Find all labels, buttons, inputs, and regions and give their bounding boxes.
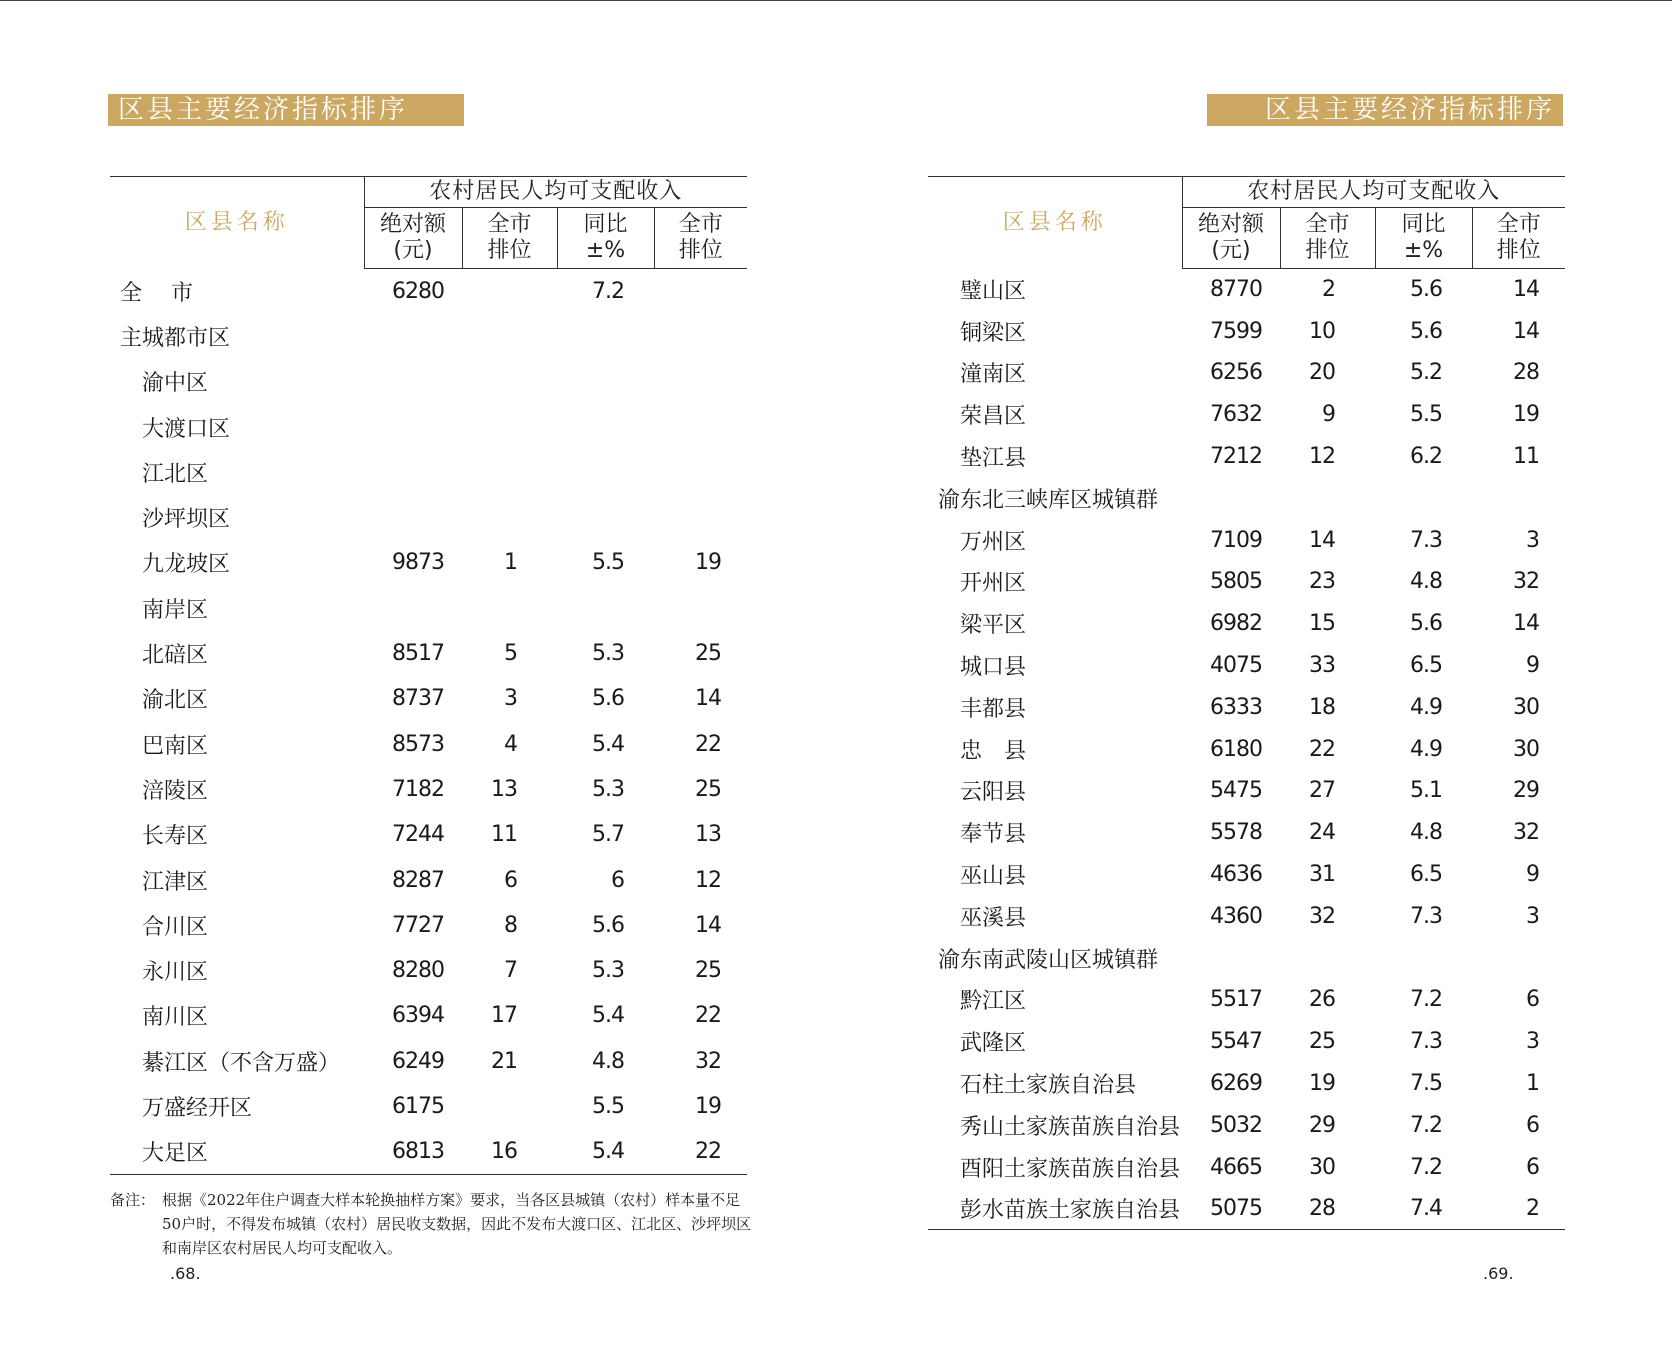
yoy-change: 6.2 <box>1410 444 1442 470</box>
yoy-change: 5.6 <box>592 912 624 938</box>
yoy-rank: 25 <box>695 776 722 802</box>
top-border-line <box>0 0 1672 1</box>
footnote-label: 备注： <box>110 1191 156 1209</box>
district-name: 荣昌区 <box>960 404 1027 430</box>
absolute-amount: 7727 <box>392 912 444 938</box>
absolute-amount <box>364 450 462 495</box>
table-row <box>928 1146 1565 1188</box>
yoy-rank <box>654 404 747 449</box>
yoy-change <box>557 586 654 631</box>
absolute-amount <box>364 586 462 631</box>
city-rank: 5 <box>504 641 517 667</box>
city-rank: 32 <box>1309 903 1335 929</box>
district-name: 永川区 <box>142 960 209 986</box>
income-table-left <box>110 176 747 1175</box>
yoy-change <box>557 359 654 404</box>
city-rank: 20 <box>1309 360 1335 386</box>
yoy-change: 5.6 <box>1410 318 1442 344</box>
absolute-amount: 7599 <box>1210 318 1262 344</box>
city-rank: 8 <box>504 912 517 938</box>
page-number-left: .68. <box>170 1264 201 1283</box>
table-body-left <box>110 269 747 1175</box>
absolute-amount <box>364 495 462 540</box>
district-name: 石柱土家族自治县 <box>960 1073 1137 1099</box>
district-name: 忠 县 <box>960 738 1027 764</box>
banner-title-right: 区县主要经济指标排序 <box>1207 94 1563 126</box>
yoy-change: 6 <box>611 867 624 893</box>
city-rank: 22 <box>1309 736 1335 762</box>
yoy-change: 5.3 <box>592 641 624 667</box>
table-row <box>110 404 747 449</box>
yoy-change: 7.3 <box>1410 903 1442 929</box>
district-name: 武隆区 <box>960 1031 1027 1057</box>
district-name: 丰都县 <box>960 696 1027 722</box>
yoy-rank: 3 <box>1526 527 1540 553</box>
absolute-amount: 8770 <box>1210 277 1262 303</box>
yoy-change: 5.1 <box>1410 778 1442 804</box>
city-rank <box>462 404 557 449</box>
yoy-change: 5.4 <box>592 731 624 757</box>
district-name: 巴南区 <box>142 733 209 759</box>
yoy-rank: 25 <box>695 641 722 667</box>
yoy-change: 5.4 <box>592 1003 624 1029</box>
district-name: 渝东北三峡库区城镇群 <box>938 487 1159 513</box>
table-row <box>928 1021 1565 1063</box>
yoy-change <box>557 314 654 359</box>
city-rank <box>462 1084 557 1129</box>
city-rank: 28 <box>1309 1196 1335 1222</box>
district-name: 沙坪坝区 <box>142 507 231 533</box>
table-row <box>110 495 747 540</box>
yoy-rank: 30 <box>1513 694 1540 720</box>
city-rank: 1 <box>504 550 517 576</box>
yoy-change: 5.7 <box>592 822 624 848</box>
table-row <box>110 857 747 902</box>
district-name: 大足区 <box>142 1141 209 1167</box>
yoy-change <box>557 495 654 540</box>
district-name: 合川区 <box>142 914 209 940</box>
yoy-change: 7.2 <box>592 278 624 304</box>
absolute-amount: 5547 <box>1210 1029 1262 1055</box>
absolute-amount: 8573 <box>392 731 444 757</box>
yoy-rank: 14 <box>1513 277 1540 303</box>
absolute-amount: 4360 <box>1210 903 1262 929</box>
income-table-right <box>928 176 1565 1230</box>
city-rank: 21 <box>491 1048 517 1074</box>
yoy-rank: 25 <box>695 958 722 984</box>
yoy-change: 5.2 <box>1410 360 1442 386</box>
district-name: 璧山区 <box>960 278 1027 304</box>
yoy-change <box>1375 937 1472 979</box>
district-name: 江北区 <box>142 461 209 487</box>
city-rank: 7 <box>504 958 517 984</box>
yoy-change: 7.5 <box>1410 1071 1442 1097</box>
yoy-rank: 6 <box>1526 1154 1540 1180</box>
city-rank <box>1280 477 1375 519</box>
district-name: 秀山土家族苗族自治县 <box>960 1114 1181 1140</box>
page-number-right: .69. <box>1483 1264 1514 1283</box>
absolute-amount: 8737 <box>392 686 444 712</box>
header-city-rank: 全市 排位 <box>462 208 557 269</box>
city-rank: 27 <box>1309 778 1335 804</box>
table-row <box>928 1063 1565 1105</box>
absolute-amount: 9873 <box>392 550 444 576</box>
city-rank: 24 <box>1309 820 1335 846</box>
yoy-rank <box>654 586 747 631</box>
city-rank: 25 <box>1309 1029 1335 1055</box>
header-region-name: 区县名称 <box>110 177 364 269</box>
absolute-amount: 5517 <box>1210 987 1262 1013</box>
yoy-rank: 29 <box>1513 778 1540 804</box>
district-name: 开州区 <box>960 571 1027 597</box>
table-row <box>928 645 1565 687</box>
header-yoy-change: 同比 ±% <box>1375 208 1472 269</box>
district-name: 垫江县 <box>960 446 1027 472</box>
district-name: 綦江区（不含万盛） <box>142 1050 341 1076</box>
absolute-amount <box>364 359 462 404</box>
absolute-amount: 6249 <box>392 1048 444 1074</box>
yoy-change <box>1375 477 1472 519</box>
absolute-amount: 6269 <box>1210 1071 1262 1097</box>
yoy-change: 5.6 <box>1410 611 1442 637</box>
table-row <box>928 1188 1565 1230</box>
table-row <box>928 979 1565 1021</box>
yoy-change: 5.4 <box>592 1139 624 1165</box>
table-row <box>110 450 747 495</box>
header-absolute-amount: 绝对额 (元) <box>364 208 462 269</box>
city-rank: 33 <box>1309 653 1335 679</box>
yoy-change <box>557 450 654 495</box>
city-rank: 19 <box>1309 1071 1335 1097</box>
table-row <box>928 854 1565 896</box>
yoy-change: 5.6 <box>1410 277 1442 303</box>
yoy-change: 5.6 <box>592 686 624 712</box>
table-row <box>928 310 1565 352</box>
yoy-rank: 32 <box>695 1048 722 1074</box>
district-name: 城口县 <box>960 655 1027 681</box>
table-row <box>110 812 747 857</box>
yoy-rank: 30 <box>1513 736 1540 762</box>
district-name: 渝北区 <box>142 688 209 714</box>
yoy-rank: 14 <box>695 912 722 938</box>
yoy-change: 5.3 <box>592 776 624 802</box>
yoy-rank: 32 <box>1513 569 1540 595</box>
district-name: 北碚区 <box>142 643 209 669</box>
table-row <box>110 359 747 404</box>
table-row <box>928 770 1565 812</box>
table-row <box>928 603 1565 645</box>
header-yoy-rank: 全市 排位 <box>654 208 747 269</box>
header-absolute-amount: 绝对额 (元) <box>1182 208 1280 269</box>
absolute-amount: 6982 <box>1210 611 1262 637</box>
table-row <box>110 1039 747 1084</box>
absolute-amount: 6256 <box>1210 360 1262 386</box>
city-rank <box>462 586 557 631</box>
absolute-amount: 6180 <box>1210 736 1262 762</box>
district-name: 奉节县 <box>960 822 1027 848</box>
city-rank: 29 <box>1309 1112 1335 1138</box>
yoy-rank: 13 <box>695 822 722 848</box>
header-region-name: 区县名称 <box>928 177 1182 269</box>
header-city-rank: 全市 排位 <box>1280 208 1375 269</box>
yoy-change: 5.5 <box>1410 402 1442 428</box>
absolute-amount: 5032 <box>1210 1112 1262 1138</box>
yoy-rank: 3 <box>1526 1029 1540 1055</box>
yoy-change: 5.5 <box>592 1093 624 1119</box>
table-row <box>110 269 747 314</box>
absolute-amount <box>1182 937 1280 979</box>
absolute-amount: 6394 <box>392 1003 444 1029</box>
city-rank: 26 <box>1309 987 1335 1013</box>
absolute-amount: 5475 <box>1210 778 1262 804</box>
footnote-text: 根据《2022年住户调查大样本轮换抽样方案》要求，当各区县城镇（农村）样本量不足50户时，不得发布城镇（农村）居民收支数据，因此不发布大渡口区、江北区、沙坪坝区和南岸区农村居民人均可支配收入。 <box>162 1191 752 1257</box>
table-row <box>928 728 1565 770</box>
city-rank: 2 <box>1322 277 1335 303</box>
yoy-rank: 6 <box>1526 1112 1540 1138</box>
yoy-change: 7.2 <box>1410 1154 1442 1180</box>
yoy-rank: 11 <box>1513 444 1540 470</box>
yoy-rank: 19 <box>695 1093 722 1119</box>
absolute-amount: 5578 <box>1210 820 1262 846</box>
district-name: 九龙坡区 <box>142 552 231 578</box>
yoy-change: 6.5 <box>1410 862 1442 888</box>
table-row <box>928 477 1565 519</box>
district-name: 梁平区 <box>960 613 1027 639</box>
district-name: 黔江区 <box>960 989 1027 1015</box>
table-row <box>110 1084 747 1129</box>
yoy-rank: 22 <box>695 1003 722 1029</box>
table-row <box>110 903 747 948</box>
yoy-rank: 6 <box>1526 987 1540 1013</box>
yoy-change: 4.9 <box>1410 694 1442 720</box>
city-rank: 3 <box>504 686 517 712</box>
absolute-amount: 6813 <box>392 1139 444 1165</box>
absolute-amount: 8280 <box>392 958 444 984</box>
absolute-amount: 7182 <box>392 776 444 802</box>
city-rank: 30 <box>1309 1154 1335 1180</box>
district-name: 铜梁区 <box>960 320 1027 346</box>
absolute-amount: 5805 <box>1210 569 1262 595</box>
city-rank <box>462 314 557 359</box>
yoy-rank: 3 <box>1526 903 1540 929</box>
yoy-rank: 2 <box>1526 1196 1540 1222</box>
yoy-rank <box>654 495 747 540</box>
table-row <box>928 561 1565 603</box>
table-body-right <box>928 269 1565 1230</box>
table-row <box>928 436 1565 478</box>
header-yoy-change: 同比 ±% <box>557 208 654 269</box>
city-rank: 4 <box>504 731 517 757</box>
district-name: 大渡口区 <box>142 416 231 442</box>
district-name: 江津区 <box>142 869 209 895</box>
yoy-rank <box>654 314 747 359</box>
yoy-rank: 9 <box>1526 862 1540 888</box>
yoy-rank: 32 <box>1513 820 1540 846</box>
yoy-rank <box>1472 477 1565 519</box>
district-name: 酉阳土家族苗族自治县 <box>960 1156 1181 1182</box>
table-row <box>110 767 747 812</box>
yoy-change: 4.8 <box>1410 569 1442 595</box>
yoy-rank: 1 <box>1526 1071 1540 1097</box>
table-row <box>928 686 1565 728</box>
table-row <box>110 721 747 766</box>
yoy-change: 4.8 <box>592 1048 624 1074</box>
city-rank: 31 <box>1309 862 1335 888</box>
yoy-change: 6.5 <box>1410 653 1442 679</box>
footnote <box>110 1188 755 1260</box>
header-yoy-rank: 全市 排位 <box>1472 208 1565 269</box>
city-rank: 12 <box>1309 444 1335 470</box>
city-rank: 9 <box>1322 402 1335 428</box>
city-rank <box>462 450 557 495</box>
table-row <box>928 352 1565 394</box>
absolute-amount: 4636 <box>1210 862 1262 888</box>
district-name: 彭水苗族土家族自治县 <box>960 1198 1181 1224</box>
yoy-rank <box>1472 937 1565 979</box>
yoy-change: 7.2 <box>1410 987 1442 1013</box>
yoy-change: 7.2 <box>1410 1112 1442 1138</box>
table-row <box>110 631 747 676</box>
district-name: 全 市 <box>120 280 193 306</box>
city-rank <box>462 495 557 540</box>
yoy-rank: 19 <box>1513 402 1540 428</box>
city-rank: 13 <box>491 776 517 802</box>
absolute-amount: 7212 <box>1210 444 1262 470</box>
district-name: 主城都市区 <box>120 325 231 351</box>
table-row <box>928 269 1565 311</box>
district-name: 巫溪县 <box>960 905 1027 931</box>
absolute-amount: 7632 <box>1210 402 1262 428</box>
yoy-change: 7.4 <box>1410 1196 1442 1222</box>
yoy-rank: 22 <box>695 731 722 757</box>
absolute-amount: 8517 <box>392 641 444 667</box>
absolute-amount: 6333 <box>1210 694 1262 720</box>
absolute-amount: 7244 <box>392 822 444 848</box>
table-row <box>928 1104 1565 1146</box>
city-rank: 11 <box>491 822 517 848</box>
absolute-amount <box>364 314 462 359</box>
city-rank: 16 <box>491 1139 517 1165</box>
yoy-rank: 28 <box>1513 360 1540 386</box>
yoy-rank: 14 <box>695 686 722 712</box>
city-rank: 15 <box>1309 611 1335 637</box>
city-rank: 18 <box>1309 694 1335 720</box>
city-rank: 6 <box>504 867 517 893</box>
banner-title-left: 区县主要经济指标排序 <box>108 94 464 126</box>
absolute-amount: 4665 <box>1210 1154 1262 1180</box>
yoy-rank: 22 <box>695 1139 722 1165</box>
yoy-change: 7.3 <box>1410 527 1442 553</box>
yoy-change: 5.3 <box>592 958 624 984</box>
city-rank <box>462 359 557 404</box>
table-row <box>110 586 747 631</box>
yoy-rank <box>654 450 747 495</box>
table-row <box>110 676 747 721</box>
city-rank: 10 <box>1309 318 1335 344</box>
absolute-amount <box>1182 477 1280 519</box>
absolute-amount: 4075 <box>1210 653 1262 679</box>
district-name: 涪陵区 <box>142 778 209 804</box>
absolute-amount: 7109 <box>1210 527 1262 553</box>
city-rank <box>462 269 557 314</box>
district-name: 巫山县 <box>960 864 1027 890</box>
table-row <box>110 993 747 1038</box>
district-name: 渝中区 <box>142 371 209 397</box>
header-rural-income: 农村居民人均可支配收入 <box>1182 177 1565 208</box>
district-name: 渝东南武陵山区城镇群 <box>938 947 1159 973</box>
yoy-change: 4.8 <box>1410 820 1442 846</box>
absolute-amount <box>364 404 462 449</box>
table-row <box>928 519 1565 561</box>
yoy-rank <box>654 359 747 404</box>
absolute-amount: 6280 <box>392 278 444 304</box>
yoy-rank: 9 <box>1526 653 1540 679</box>
absolute-amount: 5075 <box>1210 1196 1262 1222</box>
table-row <box>928 812 1565 854</box>
absolute-amount: 8287 <box>392 867 444 893</box>
yoy-rank <box>654 269 747 314</box>
table-row <box>928 937 1565 979</box>
city-rank: 17 <box>491 1003 517 1029</box>
district-name: 云阳县 <box>960 780 1027 806</box>
district-name: 万盛经开区 <box>142 1095 253 1121</box>
district-name: 潼南区 <box>960 362 1027 388</box>
district-name: 长寿区 <box>142 824 209 850</box>
table-row <box>928 394 1565 436</box>
yoy-change: 4.9 <box>1410 736 1442 762</box>
yoy-change: 7.3 <box>1410 1029 1442 1055</box>
table-row <box>110 1129 747 1174</box>
city-rank: 23 <box>1309 569 1335 595</box>
yoy-rank: 12 <box>695 867 722 893</box>
yoy-rank: 14 <box>1513 318 1540 344</box>
table-row <box>110 540 747 585</box>
header-rural-income: 农村居民人均可支配收入 <box>364 177 747 208</box>
table-row <box>110 948 747 993</box>
yoy-change: 5.5 <box>592 550 624 576</box>
yoy-change <box>557 404 654 449</box>
city-rank <box>1280 937 1375 979</box>
district-name: 南岸区 <box>142 597 209 623</box>
yoy-rank: 14 <box>1513 611 1540 637</box>
absolute-amount: 6175 <box>392 1093 444 1119</box>
city-rank: 14 <box>1309 527 1335 553</box>
district-name: 万州区 <box>960 529 1027 555</box>
table-row <box>110 314 747 359</box>
district-name: 南川区 <box>142 1005 209 1031</box>
table-row <box>928 895 1565 937</box>
yoy-rank: 19 <box>695 550 722 576</box>
